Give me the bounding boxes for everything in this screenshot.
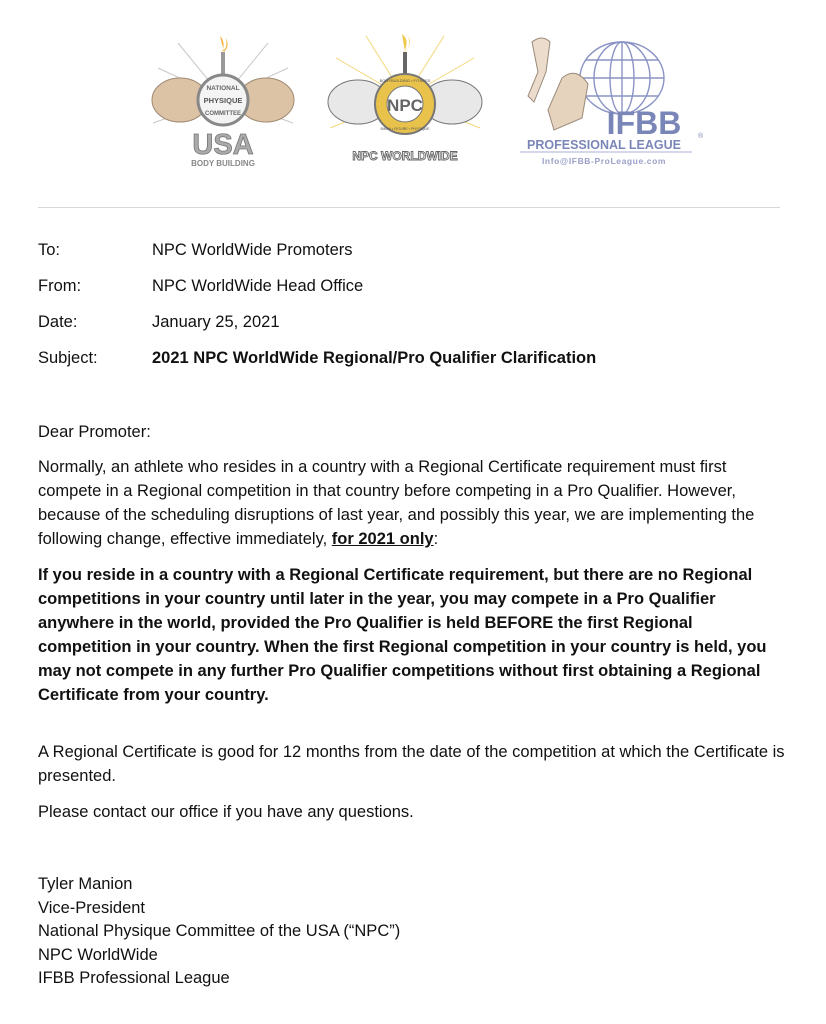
paragraph-4-text: Please contact our office if you have any questions. — [38, 803, 414, 821]
usa-logo-top: NATIONAL — [206, 85, 240, 92]
salutation — [38, 420, 786, 444]
salutation-text: Dear Promoter: — [38, 423, 151, 441]
paragraph-2-text: If you reside in a country with a Regional Certificate requirement, but there are no Regional competitions in your country until later in the year, you may compete in a Pro Qualifier anywhere in the world, provided the Pro Qualifier is held BEFORE the first Regional competition in your country. When the first Regional competition in your country is held, you may not compete in any further Pro Qualifier competitions without first obtaining a Regional Certificate from your country. — [38, 566, 767, 704]
paragraph-3-text: A Regional Certificate is good for 12 months from the date of the competition at which the Certificate is presented. — [38, 743, 785, 785]
memo-from-value: NPC WorldWide Head Office — [152, 277, 364, 295]
signature-title: Vice-President — [38, 898, 146, 917]
usa-logo-sub: BODY BUILDING — [191, 159, 255, 168]
paragraph-3 — [38, 740, 786, 788]
ifbb-logo-sub: PROFESSIONAL LEAGUE — [527, 138, 681, 152]
ifbb-logo-registered: ® — [698, 133, 704, 140]
npc-logo-ring-bottom: BIKINI • FIGURE • PHYSIQUE — [380, 127, 430, 131]
paragraph-1-emphasis: for 2021 only — [331, 530, 434, 548]
memo-date-label: Date: — [38, 313, 78, 331]
header-divider — [38, 207, 780, 208]
npc-logo-ring-top: BODYBUILDING • FITNESS — [379, 78, 431, 83]
npc-logo-center: NPC — [387, 96, 423, 115]
memo-subject-label: Subject: — [38, 349, 98, 367]
signature-name: Tyler Manion — [38, 875, 133, 893]
usa-logo-bottom: COMMITTEE — [205, 111, 241, 117]
paragraph-4 — [38, 800, 786, 824]
signature-org-3: IFBB Professional League — [38, 969, 230, 987]
paragraph-1 — [38, 455, 786, 551]
signature-org-2: NPC WorldWide — [38, 945, 158, 964]
ifbb-logo-email: Info@IFBB-ProLeague.com — [541, 156, 667, 166]
signature-block — [38, 873, 400, 991]
npc-usa-logo — [148, 28, 298, 170]
paragraph-2-policy — [38, 563, 786, 707]
usa-logo-big: USA — [192, 129, 254, 161]
memo-to-value: NPC WorldWide Promoters — [152, 241, 353, 259]
ifbb-logo-big: IFBB — [606, 105, 682, 141]
signature-org-1: National Physique Committee of the USA (“NPC”) — [38, 922, 401, 940]
npc-worldwide-logo — [326, 28, 484, 170]
memo-to-label: To: — [38, 241, 61, 259]
npc-logo-banner: NPC WORLDWIDE — [352, 149, 458, 163]
ifbb-pro-league-logo — [512, 28, 704, 170]
paragraph-1-text: Normally, an athlete who resides in a country with a Regional Certificate requirement must first compete in a Regional competition in that country before competing in a Pro Qualifier. However, because of the scheduling disruptions of last year, and possibly this year, we are implementing the following change, effective immediately, — [38, 458, 755, 548]
memo-subject-value: 2021 NPC WorldWide Regional/Pro Qualifier Clarification — [152, 349, 597, 367]
usa-logo-mid: PHYSIQUE — [203, 96, 243, 105]
paragraph-1-end: : — [433, 530, 439, 548]
memo-from-label: From: — [38, 277, 82, 295]
memo-date-value: January 25, 2021 — [152, 313, 280, 331]
